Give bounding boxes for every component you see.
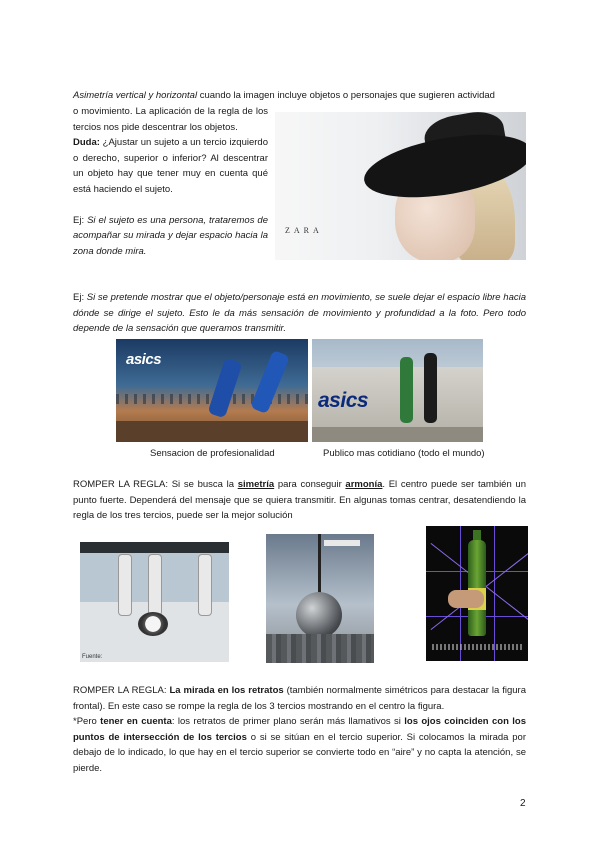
watch-source-caption: Fuente: xyxy=(82,654,103,660)
intro-ej-text: Si el sujeto es una persona, trataremos de acompañar su mirada y dejar espacio hacia la zona donde mira. xyxy=(73,214,268,257)
runner-figure xyxy=(424,353,437,423)
page-number: 2 xyxy=(520,798,526,809)
asics-logo: asics xyxy=(126,351,162,368)
break-rule-portraits: ROMPER LA REGLA: La mirada en los retratos (también normalmente simétricos para destacar la figura frontal). En este caso se rompe la regla de los 3 tercios mostrando en el centro la figura. *Pero tener en cuenta: los retratos de primer plano serán más llamativos si los ojos coinciden con los puntos de intersección de los tercios o si se sitúan en el tercio superior. Si colocamos la mirada por debajo de lo indicado, lo que hay en el tercio superior se convierte todo en “aire” y no capta la atención, se pierde. xyxy=(73,685,527,774)
zara-model-photo xyxy=(275,112,526,260)
runner-figure xyxy=(207,358,242,419)
symmetry-link[interactable]: simetría xyxy=(237,479,275,490)
beer-bottle-thirds-photo xyxy=(426,526,528,661)
asics-everyday-photo xyxy=(312,339,483,442)
duda-label: Duda: xyxy=(73,137,100,149)
intro-example xyxy=(73,213,268,260)
watch-dial xyxy=(138,612,168,636)
portrait-gaze-title: La mirada en los retratos xyxy=(169,685,284,696)
duda-text: ¿Ajustar un sujeto a un tercio izquierdo o derecho, superior o inferior? Al descentrar un objeto hay que tener muy en cuenta qué está haciendo el sujeto. xyxy=(73,137,268,195)
asics-logo: asics xyxy=(318,389,369,412)
intro-line-rest: cuando la imagen incluye objetos o personajes que sugieren actividad xyxy=(197,90,495,101)
watch-ad-photo xyxy=(80,542,229,662)
break-rule-symmetry: ROMPER LA REGLA: Si se busca la simetría para conseguir armonía. El centro puede ser también un punto fuerte. Dependerá del mensaje que se quiera transmitir. En algunas tomas centrar, desatendiendo la regla de los tres tercios, puede ser la mejor solución xyxy=(73,479,526,522)
runner-figure xyxy=(250,350,290,414)
movement-text: Si se pretende mostrar que el objeto/personaje está en movimiento, se suele dejar el espacio libre hacia dónde se dirige el sujeto. Esto le da más sensación de movimiento y profundidad a la foto. Pero todo depende de la sensación que queramos transmitir. xyxy=(73,292,526,335)
wrecking-ball-ad-photo xyxy=(266,534,374,663)
harmony-link[interactable]: armonía xyxy=(345,479,383,490)
caption-professional: Sensacion de profesionalidad xyxy=(150,448,275,459)
asics-professional-photo xyxy=(116,339,308,442)
intro-column-text: o movimiento. La aplicación de la regla de los tercios nos pide descentrar los objetos. Duda: ¿Ajustar un sujeto a un tercio izquierdo o derecho, superior o inferior? Al descentrar un objeto hay que tener muy en cuenta qué está haciendo el sujeto. xyxy=(73,106,268,195)
intro-column xyxy=(73,104,268,259)
intro-first-line xyxy=(73,88,526,104)
runner-figure xyxy=(400,357,413,423)
caption-everyday: Publico mas cotidiano (todo el mundo) xyxy=(323,448,485,459)
movement-paragraph xyxy=(73,290,526,337)
intro-ej-label: Ej: xyxy=(73,214,85,226)
intro-italic-term: Asimetría vertical y horizontal xyxy=(73,90,198,101)
zara-logo: ZARA xyxy=(285,226,323,235)
movement-ej-label: Ej: xyxy=(73,292,85,303)
